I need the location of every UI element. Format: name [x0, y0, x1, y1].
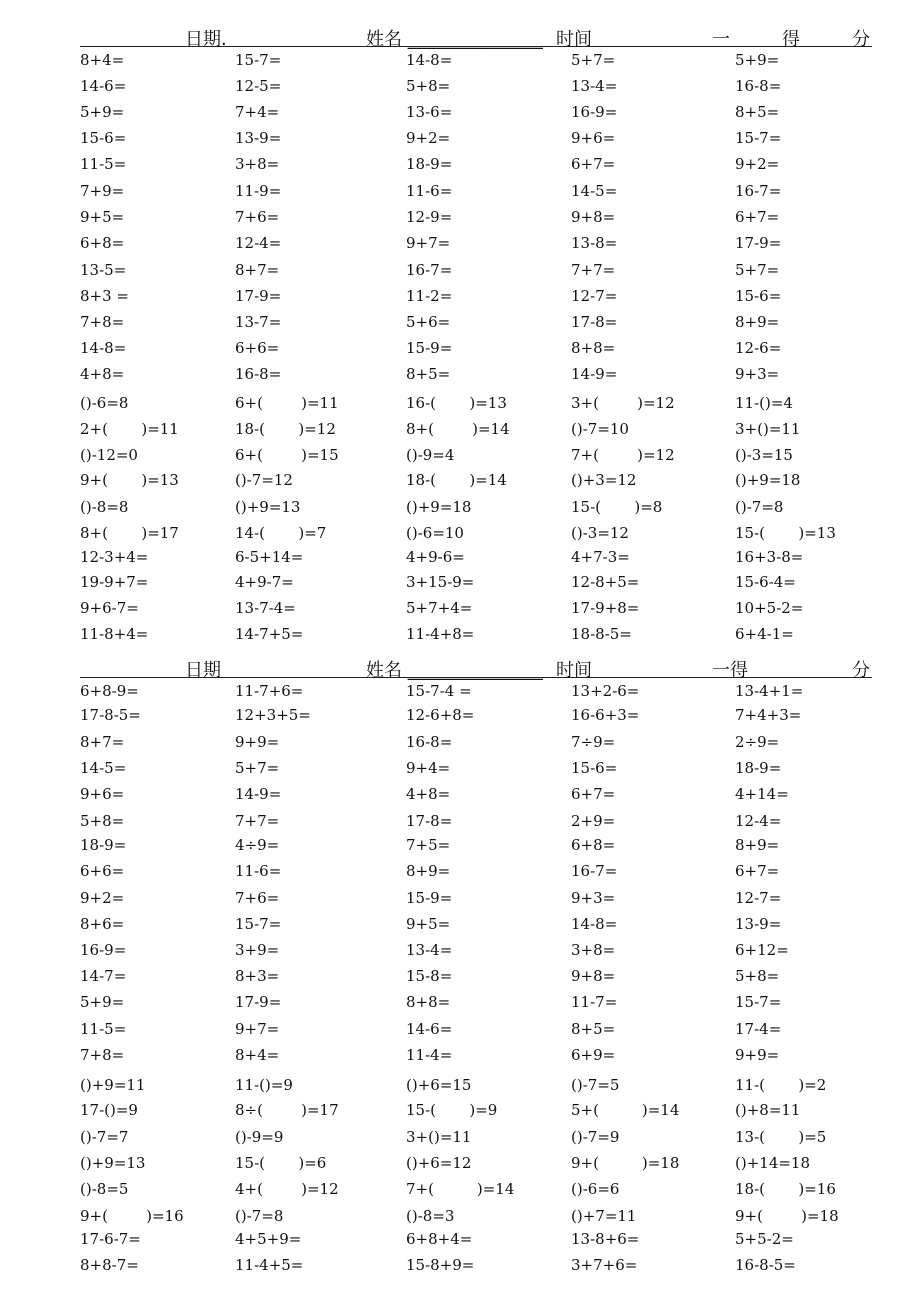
math-problem: 17-8-5=	[80, 706, 141, 724]
math-problem: 13-4=	[406, 941, 453, 959]
math-problem: 14-7+5=	[235, 625, 304, 643]
math-problem: 7÷9=	[571, 733, 616, 751]
problem-row	[80, 836, 880, 858]
math-problem: 9+3=	[735, 365, 780, 383]
math-problem: 5+9=	[735, 51, 780, 69]
math-problem: 16-9=	[571, 103, 618, 121]
math-problem: 13-5=	[80, 261, 127, 279]
math-problem: 15-7-4 =	[406, 682, 472, 700]
math-problem: 3+15-9=	[406, 573, 475, 591]
math-problem: 9+2=	[735, 155, 780, 173]
math-problem: 16-9=	[80, 941, 127, 959]
math-problem: 15-7=	[235, 51, 282, 69]
math-problem: 12-6+8=	[406, 706, 475, 724]
math-problem: 15-( )=8	[571, 498, 663, 516]
math-problem: 5+7=	[571, 51, 616, 69]
math-problem: ()+14=18	[735, 1154, 811, 1172]
math-problem: 8+( )=14	[406, 420, 510, 438]
math-problem: 7+4=	[235, 103, 280, 121]
name-label: 姓名 _______________	[366, 29, 543, 50]
math-problem: 8+8=	[406, 993, 451, 1011]
math-problem: 13-7-4=	[235, 599, 296, 617]
problem-row	[80, 967, 880, 989]
problem-row	[80, 394, 880, 416]
math-problem: ()-7=7	[80, 1128, 129, 1146]
problem-row	[80, 1046, 880, 1068]
math-problem: 9+7=	[406, 234, 451, 252]
math-problem: 16-8=	[406, 733, 453, 751]
math-problem: ()+9=11	[80, 1076, 146, 1094]
math-problem: ()-7=8	[235, 1207, 284, 1225]
math-problem: ()+6=15	[406, 1076, 472, 1094]
math-problem: 9+2=	[406, 129, 451, 147]
math-problem: 4+9-7=	[235, 573, 294, 591]
math-problem: 11-6=	[235, 862, 282, 880]
math-problem: 9+8=	[571, 208, 616, 226]
math-problem: 16-7=	[571, 862, 618, 880]
math-problem: ()+3=12	[571, 471, 637, 489]
score-dash: 一得	[712, 660, 748, 681]
math-problem: 9+( )=18	[735, 1207, 839, 1225]
math-problem: 12-7=	[735, 889, 782, 907]
sheet2-header	[80, 655, 872, 681]
math-problem: 18-9=	[735, 759, 782, 777]
problem-row	[80, 287, 880, 309]
math-problem: 13-8=	[571, 234, 618, 252]
math-problem: 4+8=	[406, 785, 451, 803]
math-problem: 9+( )=16	[80, 1207, 184, 1225]
math-problem: 15-( )=9	[406, 1101, 498, 1119]
math-problem: 15-6-4=	[735, 573, 796, 591]
math-problem: ()+7=11	[571, 1207, 637, 1225]
math-problem: 12-8+5=	[571, 573, 640, 591]
math-problem: 13-6=	[406, 103, 453, 121]
problem-row	[80, 77, 880, 99]
math-problem: 18-8-5=	[571, 625, 632, 643]
math-problem: 17-9=	[235, 287, 282, 305]
problem-row	[80, 682, 880, 704]
math-problem: 6+8-9=	[80, 682, 139, 700]
math-problem: 9+6=	[571, 129, 616, 147]
problem-row	[80, 862, 880, 884]
math-problem: 14-5=	[80, 759, 127, 777]
math-problem: 11-7+6=	[235, 682, 304, 700]
math-problem: 11-8+4=	[80, 625, 149, 643]
math-problem: 6+12=	[735, 941, 789, 959]
math-problem: 7+8=	[80, 313, 125, 331]
math-problem: 5+7=	[735, 261, 780, 279]
math-problem: 7+6=	[235, 208, 280, 226]
problem-row	[80, 759, 880, 781]
math-problem: 13+2-6=	[571, 682, 640, 700]
math-problem: ()-9=9	[235, 1128, 284, 1146]
math-problem: 14-8=	[406, 51, 453, 69]
math-problem: ()-7=10	[571, 420, 629, 438]
math-problem: 7+6=	[235, 889, 280, 907]
math-problem: 6+6=	[80, 862, 125, 880]
problem-row	[80, 599, 880, 621]
math-problem: 15-7=	[735, 129, 782, 147]
math-problem: 13-9=	[235, 129, 282, 147]
math-problem: 15-8+9=	[406, 1256, 475, 1274]
math-problem: ()+6=12	[406, 1154, 472, 1172]
math-problem: 5+9=	[80, 993, 125, 1011]
math-problem: 18-9=	[406, 155, 453, 173]
math-problem: 5+( )=14	[571, 1101, 680, 1119]
math-problem: 11-( )=2	[735, 1076, 827, 1094]
math-problem: 15-7=	[735, 993, 782, 1011]
math-problem: 13-9=	[735, 915, 782, 933]
math-problem: 11-5=	[80, 155, 127, 173]
math-problem: 14-9=	[571, 365, 618, 383]
math-problem: 3+8=	[235, 155, 280, 173]
math-problem: 14-8=	[80, 339, 127, 357]
math-problem: 11-6=	[406, 182, 453, 200]
date-label: 日期.	[185, 29, 227, 50]
math-problem: 5+8=	[80, 812, 125, 830]
problem-row	[80, 1180, 880, 1202]
math-problem: 4+8=	[80, 365, 125, 383]
problem-row	[80, 548, 880, 570]
math-problem: 5+9=	[80, 103, 125, 121]
math-problem: ()-7=5	[571, 1076, 620, 1094]
math-problem: 6+7=	[571, 155, 616, 173]
math-problem: 4+9-6=	[406, 548, 465, 566]
problem-row	[80, 339, 880, 361]
math-problem: ()-7=12	[235, 471, 293, 489]
math-problem: 8+5=	[571, 1020, 616, 1038]
math-problem: ()-6=8	[80, 394, 129, 412]
math-problem: 10+5-2=	[735, 599, 804, 617]
math-problem: 7+4+3=	[735, 706, 802, 724]
math-problem: 15-( )=6	[235, 1154, 327, 1172]
math-problem: 15-9=	[406, 889, 453, 907]
math-problem: 6+6=	[235, 339, 280, 357]
math-problem: 5+7+4=	[406, 599, 473, 617]
math-problem: ()-6=6	[571, 1180, 620, 1198]
math-problem: ()-3=12	[571, 524, 629, 542]
math-problem: 16-7=	[735, 182, 782, 200]
math-problem: ()+8=11	[735, 1101, 801, 1119]
date-label: 日期	[185, 660, 221, 681]
math-problem: 4+5+9=	[235, 1230, 302, 1248]
problem-row	[80, 524, 880, 546]
math-problem: 16-7=	[406, 261, 453, 279]
problem-row	[80, 785, 880, 807]
math-problem: 18-( )=12	[235, 420, 336, 438]
math-problem: ()-8=8	[80, 498, 129, 516]
problem-row	[80, 706, 880, 728]
score-dash: 一	[712, 29, 730, 50]
problem-row	[80, 993, 880, 1015]
math-problem: 9+7=	[235, 1020, 280, 1038]
problem-row	[80, 208, 880, 230]
math-problem: 8+4=	[80, 51, 125, 69]
math-problem: 16-8-5=	[735, 1256, 796, 1274]
math-problem: 5+6=	[406, 313, 451, 331]
problem-row	[80, 155, 880, 177]
problem-row	[80, 365, 880, 387]
math-problem: 14-6=	[80, 77, 127, 95]
math-problem: 12-6=	[735, 339, 782, 357]
problem-row	[80, 889, 880, 911]
time-label: 时间	[556, 660, 592, 681]
problem-row	[80, 103, 880, 125]
math-problem: 3+()=11	[735, 420, 801, 438]
problem-row	[80, 1230, 880, 1252]
math-problem: 3+( )=12	[571, 394, 675, 412]
math-problem: 16-6+3=	[571, 706, 640, 724]
math-problem: 11-9=	[235, 182, 282, 200]
math-problem: 16-8=	[735, 77, 782, 95]
math-problem: 5+5-2=	[735, 1230, 794, 1248]
math-problem: 11-()=9	[235, 1076, 293, 1094]
math-problem: 15-6=	[80, 129, 127, 147]
math-problem: 13-4=	[571, 77, 618, 95]
problem-row	[80, 261, 880, 283]
math-problem: 9+9=	[235, 733, 280, 751]
math-problem: 14-6=	[406, 1020, 453, 1038]
math-problem: 17-6-7=	[80, 1230, 141, 1248]
math-problem: 6+( )=15	[235, 446, 339, 464]
problem-row	[80, 573, 880, 595]
math-problem: 11-2=	[406, 287, 453, 305]
math-problem: 3+8=	[571, 941, 616, 959]
math-problem: 15-6=	[735, 287, 782, 305]
math-problem: 7+7=	[571, 261, 616, 279]
math-problem: 7+( )=12	[571, 446, 675, 464]
math-problem: 8+3=	[235, 967, 280, 985]
math-problem: 12-5=	[235, 77, 282, 95]
math-problem: 13-7=	[235, 313, 282, 331]
math-problem: 13-8+6=	[571, 1230, 640, 1248]
math-problem: 3+9=	[235, 941, 280, 959]
problem-row	[80, 1020, 880, 1042]
math-problem: 17-8=	[406, 812, 453, 830]
math-problem: 14-9=	[235, 785, 282, 803]
math-problem: 4+( )=12	[235, 1180, 339, 1198]
math-problem: 8+8=	[571, 339, 616, 357]
math-problem: 7+5=	[406, 836, 451, 854]
math-problem: 12-4=	[735, 812, 782, 830]
math-problem: 8+7=	[80, 733, 125, 751]
math-problem: ()+9=18	[735, 471, 801, 489]
math-problem: 11-5=	[80, 1020, 127, 1038]
math-problem: 14-( )=7	[235, 524, 327, 542]
math-problem: 3+()=11	[406, 1128, 472, 1146]
math-problem: 13-4+1=	[735, 682, 804, 700]
problem-row	[80, 1256, 880, 1278]
math-problem: 5+7=	[235, 759, 280, 777]
problem-row	[80, 471, 880, 493]
math-problem: 9+2=	[80, 889, 125, 907]
math-problem: 15-( )=13	[735, 524, 836, 542]
math-problem: 15-9=	[406, 339, 453, 357]
problem-row	[80, 812, 880, 834]
math-problem: ()-3=15	[735, 446, 793, 464]
math-problem: 16+3-8=	[735, 548, 804, 566]
math-problem: 9+4=	[406, 759, 451, 777]
problem-row	[80, 1101, 880, 1123]
math-problem: 7+7=	[235, 812, 280, 830]
math-problem: ()-6=10	[406, 524, 464, 542]
problem-row	[80, 625, 880, 647]
math-problem: 4÷9=	[235, 836, 280, 854]
math-problem: 11-()=4	[735, 394, 793, 412]
math-problem: 15-8=	[406, 967, 453, 985]
math-problem: 16-8=	[235, 365, 282, 383]
math-problem: 19-9+7=	[80, 573, 149, 591]
math-problem: 9+( )=13	[80, 471, 179, 489]
math-problem: 9+5=	[80, 208, 125, 226]
math-problem: 6+7=	[571, 785, 616, 803]
problem-row	[80, 129, 880, 151]
problem-row	[80, 498, 880, 520]
math-problem: 5+8=	[735, 967, 780, 985]
math-problem: 17-8=	[571, 313, 618, 331]
problem-row	[80, 446, 880, 468]
math-problem: 8+4=	[235, 1046, 280, 1064]
time-label: 时间	[556, 29, 592, 50]
math-problem: ()-7=9	[571, 1128, 620, 1146]
math-problem: 2÷9=	[735, 733, 780, 751]
math-problem: 7+8=	[80, 1046, 125, 1064]
math-problem: 3+7+6=	[571, 1256, 638, 1274]
math-problem: 17-()=9	[80, 1101, 138, 1119]
math-problem: 18-9=	[80, 836, 127, 854]
math-problem: ()-8=3	[406, 1207, 455, 1225]
math-problem: 2+9=	[571, 812, 616, 830]
problem-row	[80, 313, 880, 335]
problem-row	[80, 733, 880, 755]
problem-row	[80, 1128, 880, 1150]
problem-row	[80, 51, 880, 73]
math-problem: 8+6=	[80, 915, 125, 933]
math-problem: 12-7=	[571, 287, 618, 305]
problem-row	[80, 1154, 880, 1176]
math-problem: 8+9=	[735, 836, 780, 854]
math-problem: 18-( )=16	[735, 1180, 836, 1198]
math-problem: 17-9+8=	[571, 599, 640, 617]
math-problem: ()-12=0	[80, 446, 138, 464]
math-problem: 11-4+8=	[406, 625, 475, 643]
math-problem: 4+14=	[735, 785, 789, 803]
math-problem: 6+( )=11	[235, 394, 339, 412]
math-problem: ()-7=8	[735, 498, 784, 516]
math-problem: 9+3=	[571, 889, 616, 907]
math-problem: 6+7=	[735, 208, 780, 226]
math-problem: 12+3+5=	[235, 706, 311, 724]
math-problem: 18-( )=14	[406, 471, 507, 489]
math-problem: 6-5+14=	[235, 548, 304, 566]
math-problem: 6+9=	[571, 1046, 616, 1064]
math-problem: 6+4-1=	[735, 625, 794, 643]
math-problem: 6+8+4=	[406, 1230, 473, 1248]
math-problem: 9+6-7=	[80, 599, 139, 617]
math-problem: ()-8=5	[80, 1180, 129, 1198]
score-fen-label: 分	[852, 660, 870, 681]
math-problem: 17-9=	[735, 234, 782, 252]
math-problem: ()+9=13	[235, 498, 301, 516]
problem-row	[80, 234, 880, 256]
sheet1-header	[80, 24, 872, 50]
math-problem: 12-3+4=	[80, 548, 149, 566]
math-problem: 12-4=	[235, 234, 282, 252]
math-problem: 6+7=	[735, 862, 780, 880]
score-fen-label: 分	[852, 29, 870, 50]
math-problem: 8+8-7=	[80, 1256, 139, 1274]
math-problem: 14-8=	[571, 915, 618, 933]
math-problem: 8+7=	[235, 261, 280, 279]
math-problem: 9+5=	[406, 915, 451, 933]
math-problem: 9+8=	[571, 967, 616, 985]
math-problem: 8+9=	[735, 313, 780, 331]
math-problem: ()-9=4	[406, 446, 455, 464]
math-problem: 2+( )=11	[80, 420, 179, 438]
math-problem: 8+5=	[406, 365, 451, 383]
math-problem: 5+8=	[406, 77, 451, 95]
math-problem: 11-4+5=	[235, 1256, 304, 1274]
math-problem: 11-7=	[571, 993, 618, 1011]
math-problem: 14-7=	[80, 967, 127, 985]
math-problem: 7+( )=14	[406, 1180, 515, 1198]
math-problem: ()+9=13	[80, 1154, 146, 1172]
name-label: 姓名 _______________	[366, 660, 543, 681]
math-problem: 6+8=	[571, 836, 616, 854]
score-de-label: 得	[782, 29, 800, 50]
math-problem: 8+( )=17	[80, 524, 179, 542]
math-problem: 12-9=	[406, 208, 453, 226]
math-problem: 8+9=	[406, 862, 451, 880]
math-problem: 13-( )=5	[735, 1128, 827, 1146]
math-problem: 7+9=	[80, 182, 125, 200]
math-problem: 4+7-3=	[571, 548, 630, 566]
math-problem: 17-4=	[735, 1020, 782, 1038]
math-problem: 6+8=	[80, 234, 125, 252]
math-problem: 17-9=	[235, 993, 282, 1011]
problem-row	[80, 1076, 880, 1098]
math-problem: 8+5=	[735, 103, 780, 121]
problem-row	[80, 915, 880, 937]
math-problem: 11-4=	[406, 1046, 453, 1064]
math-problem: 9+6=	[80, 785, 125, 803]
math-problem: 16-( )=13	[406, 394, 507, 412]
math-problem: 9+( )=18	[571, 1154, 680, 1172]
math-problem: 8÷( )=17	[235, 1101, 339, 1119]
math-problem: 9+9=	[735, 1046, 780, 1064]
math-problem: 15-6=	[571, 759, 618, 777]
math-problem: 14-5=	[571, 182, 618, 200]
math-problem: ()+9=18	[406, 498, 472, 516]
math-problem: 15-7=	[235, 915, 282, 933]
problem-row	[80, 941, 880, 963]
problem-row	[80, 420, 880, 442]
problem-row	[80, 182, 880, 204]
math-problem: 8+3 =	[80, 287, 129, 305]
problem-row	[80, 1207, 880, 1229]
